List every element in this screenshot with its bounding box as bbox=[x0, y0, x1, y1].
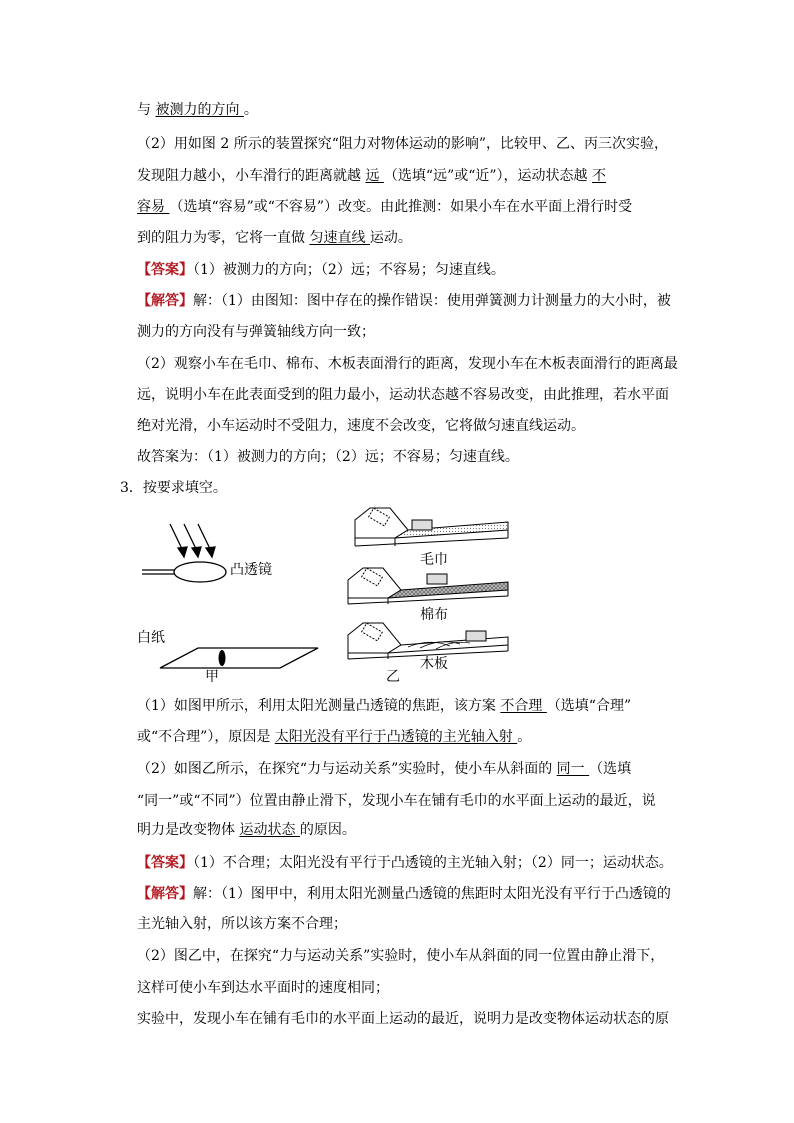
line-4 bbox=[137, 197, 632, 217]
line-5 bbox=[137, 228, 412, 248]
q3-line-5 bbox=[137, 820, 356, 840]
wood-label: 木板 bbox=[420, 656, 448, 672]
answer-blank: 同一 bbox=[556, 761, 590, 777]
answer-blank: 运动状态 bbox=[239, 822, 300, 838]
analysis-1-line-4: 远，说明小车在此表面受到的阻力最小，运动状态越不容易改变，由此推理，若水平面 bbox=[137, 387, 669, 403]
q3-line-1 bbox=[137, 696, 631, 716]
analysis-2-line-5: 实验中，发现小车在铺有毛巾的水平面上运动的最近，说明力是改变物体运动状态的原 bbox=[137, 1011, 669, 1027]
paper-label: 白纸 bbox=[137, 630, 165, 646]
analysis-2-line-1 bbox=[137, 884, 671, 904]
convex-lens bbox=[174, 562, 226, 582]
answer-tag: 【答案】 bbox=[137, 262, 193, 278]
answer-blank: 远 bbox=[365, 168, 384, 184]
analysis-tag: 【解答】 bbox=[137, 886, 193, 902]
answer-blank: 不 bbox=[592, 168, 606, 184]
answer-tag: 【答案】 bbox=[137, 855, 193, 871]
light-spot bbox=[219, 650, 226, 666]
analysis-1-line-5: 绝对光滑，小车运动时不受阻力，速度不会改变，它将做匀速直线运动。 bbox=[137, 418, 585, 434]
line-1 bbox=[137, 100, 258, 120]
final-answer-1: 故答案为：（1）被测力的方向；（2）远；不容易；匀速直线。 bbox=[137, 449, 519, 465]
line-3 bbox=[137, 166, 606, 186]
q3-line-4: “同一”或“不同”）位置由静止滑下，发现小车在铺有毛巾的水平面上运动的最近，说 bbox=[137, 793, 656, 809]
analysis-text: 解：（1）由图知：图中存在的操作错误：使用弹簧测力计测量力的大小时，被 bbox=[193, 293, 671, 309]
answer-text: （1）不合理；太阳光没有平行于凸透镜的主光轴入射；（2）同一；运动状态。 bbox=[193, 855, 673, 871]
text: （选填“合理” bbox=[546, 698, 632, 714]
answer-1 bbox=[137, 260, 505, 280]
text: （1）如图甲所示，利用太阳光测量凸透镜的焦距，该方案 bbox=[137, 698, 501, 714]
question-3-title: 3．按要求填空。 bbox=[120, 480, 227, 496]
sun-rays bbox=[170, 524, 215, 557]
analysis-text: 解：（1）图甲中，利用太阳光测量凸透镜的焦距时太阳光没有平行于凸透镜的 bbox=[193, 886, 671, 902]
figure-yi-caption: 乙 bbox=[386, 669, 400, 685]
analysis-1-line-1 bbox=[137, 291, 671, 311]
analysis-2-line-3: （2）图乙中，在探究“力与运动关系”实验时，使小车从斜面的同一位置由静止滑下， bbox=[137, 948, 665, 964]
analysis-2-line-2: 主光轴入射，所以该方案不合理； bbox=[137, 916, 347, 932]
answer-blank: 不合理 bbox=[500, 698, 547, 714]
text: 到的阻力为零，它将一直做 bbox=[137, 230, 310, 246]
answer-blank: 匀速直线 bbox=[309, 230, 370, 246]
answer-blank: 太阳光没有平行于凸透镜的主光轴入射 bbox=[274, 729, 518, 745]
analysis-tag: 【解答】 bbox=[137, 293, 193, 309]
text: （选填“容易”或“不容易”）改变。由此推测：如果小车在水平面上滑行时受 bbox=[169, 199, 633, 215]
analysis-1-line-3: （2）观察小车在毛巾、棉布、木板表面滑行的距离，发现小车在木板表面滑行的距离最 bbox=[137, 356, 678, 372]
ramp-cotton bbox=[348, 568, 508, 604]
text: 发现阻力越小，小车滑行的距离就越 bbox=[137, 168, 366, 184]
figure-jia-lens bbox=[140, 520, 340, 690]
analysis-1-line-2: 测力的方向没有与弹簧轴线方向一致； bbox=[137, 324, 375, 340]
ramp-towel bbox=[355, 508, 508, 546]
answer-blank: 容易 bbox=[137, 199, 170, 215]
text: 的原因。 bbox=[299, 822, 356, 838]
line-2: （2）用如图 2 所示的装置探究“阻力对物体运动的影响”，比较甲、乙、丙三次实验， bbox=[137, 136, 669, 152]
answer-2 bbox=[137, 853, 673, 873]
text: 或“不合理”），原因是 bbox=[137, 729, 275, 745]
answer-text: （1）被测力的方向；（2）远；不容易；匀速直线。 bbox=[193, 262, 505, 278]
text: 运动。 bbox=[369, 230, 412, 246]
analysis-2-line-4: 这样可使小车到达水平面时的速度相同； bbox=[137, 980, 389, 996]
text: 明力是改变物体 bbox=[137, 822, 240, 838]
towel-label: 毛巾 bbox=[420, 552, 448, 568]
text: 与 bbox=[137, 102, 156, 118]
answer-blank: 被测力的方向 bbox=[155, 102, 244, 118]
white-paper bbox=[160, 648, 318, 668]
text: （选填“远”或“近”），运动状态越 bbox=[383, 168, 592, 184]
text: 。 bbox=[243, 102, 258, 118]
text: （选填 bbox=[589, 761, 632, 777]
ramp-wood bbox=[348, 623, 508, 659]
figure-jia-caption: 甲 bbox=[205, 669, 219, 685]
figure-yi-ramps bbox=[340, 500, 520, 675]
lens-label: 凸透镜 bbox=[230, 562, 272, 578]
cotton-label: 棉布 bbox=[420, 607, 448, 623]
text: （2）如图乙所示，在探究“力与运动关系”实验时，使小车从斜面的 bbox=[137, 761, 557, 777]
text: 。 bbox=[517, 729, 532, 745]
q3-line-3 bbox=[137, 759, 631, 779]
q3-line-2 bbox=[137, 727, 531, 747]
